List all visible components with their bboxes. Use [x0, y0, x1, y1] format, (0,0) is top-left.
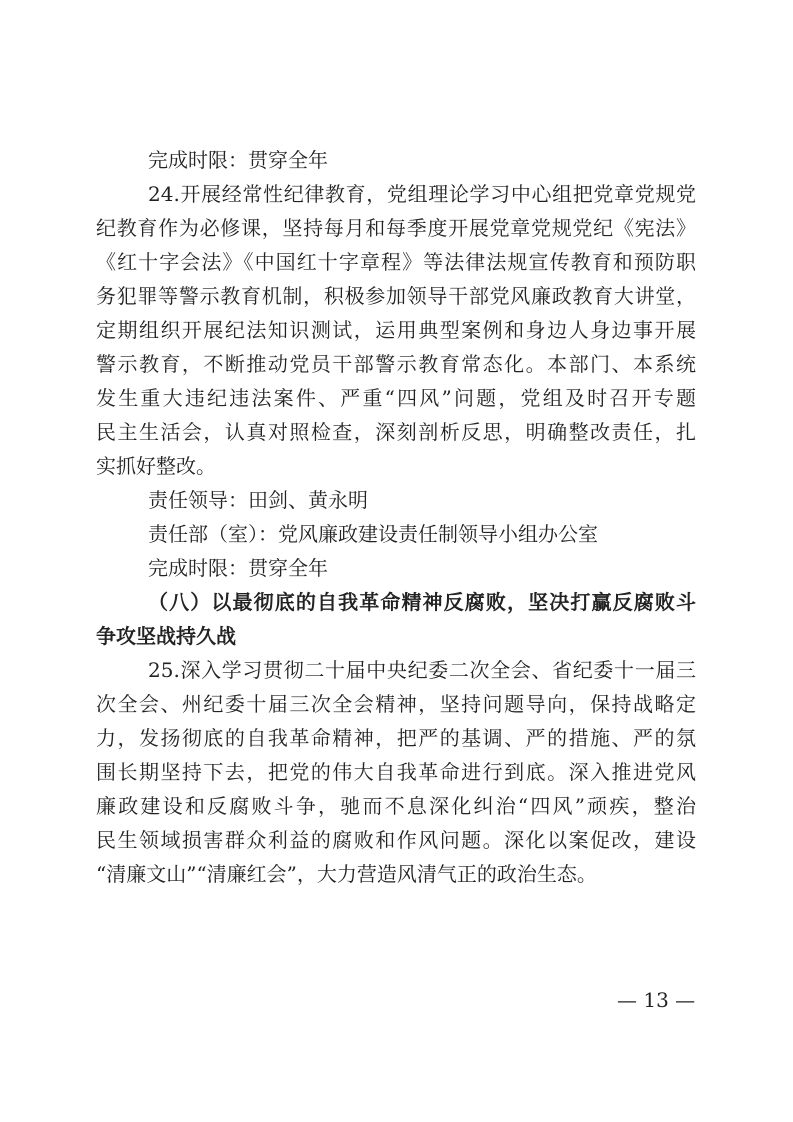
section-heading-line: （八）以最彻底的自我革命精神反腐败，坚决打赢反腐败斗 — [148, 590, 696, 614]
text-line: 务犯罪等警示教育机制，积极参加领导干部党风廉政教育大讲堂， — [96, 284, 696, 308]
text-line: 廉政建设和反腐败斗争，驰而不息深化纠治“四风”顽疾，整治 — [96, 794, 696, 818]
text-line: 实抓好整改。 — [96, 454, 216, 478]
text-line: 民生领域损害群众利益的腐败和作风问题。深化以案促改，建设 — [96, 828, 696, 852]
section-heading-line: 争攻坚战持久战 — [96, 624, 236, 648]
text-line: 责任领导：田剑、黄永明 — [148, 488, 368, 512]
text-line: 完成时限：贯穿全年 — [148, 148, 328, 172]
text-line: 次全会、州纪委十届三次全会精神，坚持问题导向，保持战略定 — [96, 692, 696, 716]
document-body — [96, 143, 696, 891]
text-line: 责任部（室）：党风廉政建设责任制领导小组办公室 — [148, 522, 598, 546]
text-line: 《红十字会法》《中国红十字章程》等法律法规宣传教育和预防职 — [96, 250, 696, 274]
text-line: “清廉文山”“清廉红会”，大力营造风清气正的政治生态。 — [96, 862, 597, 886]
text-line: 25.深入学习贯彻二十届中央纪委二次全会、省纪委十一届三 — [148, 658, 696, 682]
text-line: 围长期坚持下去，把党的伟大自我革命进行到底。深入推进党风 — [96, 760, 696, 784]
text-line: 力，发扬彻底的自我革命精神，把严的基调、严的措施、严的氛 — [96, 726, 696, 750]
text-line: 纪教育作为必修课，坚持每月和每季度开展党章党规党纪《宪法》 — [96, 216, 696, 240]
text-line: 发生重大违纪违法案件、严重“四风”问题，党组及时召开专题 — [96, 386, 696, 410]
text-line: 完成时限：贯穿全年 — [148, 556, 328, 580]
page-number: — 13 — — [617, 988, 696, 1012]
text-line: 警示教育，不断推动党员干部警示教育常态化。本部门、本系统 — [96, 352, 696, 376]
text-line: 民主生活会，认真对照检查，深刻剖析反思，明确整改责任，扎 — [96, 420, 696, 444]
text-line: 定期组织开展纪法知识测试，运用典型案例和身边人身边事开展 — [96, 318, 696, 342]
text-line: 24.开展经常性纪律教育，党组理论学习中心组把党章党规党 — [148, 182, 696, 206]
